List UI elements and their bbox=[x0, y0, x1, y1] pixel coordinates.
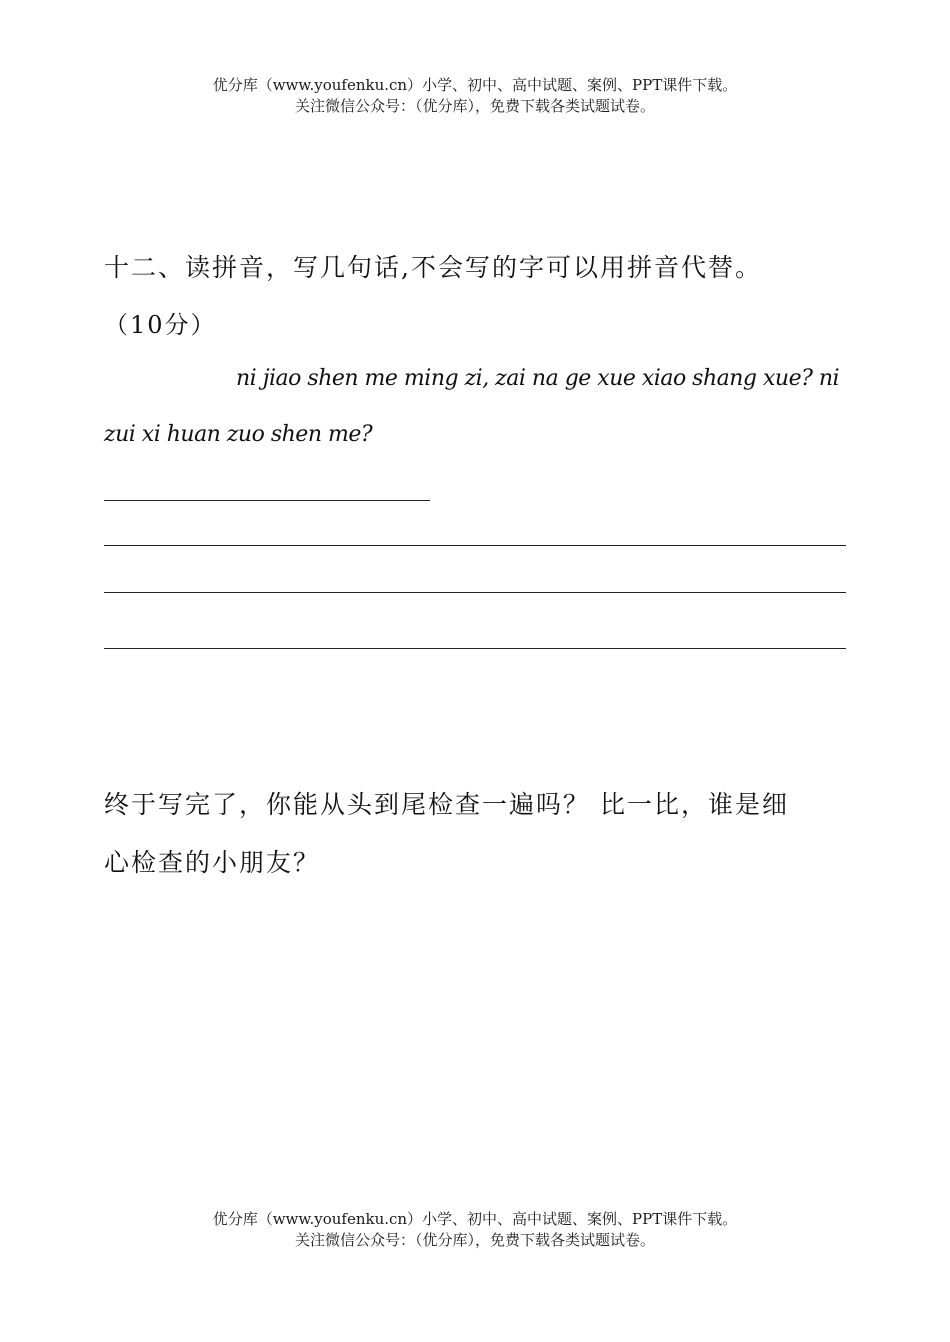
header-line-2: 关注微信公众号：（优分库），免费下载各类试题试卷。 bbox=[294, 97, 655, 115]
closing-text-line-2: 心检查的小朋友？ bbox=[104, 848, 321, 877]
pinyin-prompt-line-1: ni jiao shen me ming zi, zai na ge xue xiao shang xue? ni bbox=[236, 366, 840, 391]
question-score: （10分） bbox=[104, 311, 217, 339]
header-line-1: 优分库（www.youfenku.cn）小学、初中、高中试题、案例、PPT课件下载。 bbox=[212, 76, 738, 94]
answer-line-3[interactable] bbox=[104, 592, 846, 593]
answer-line-2[interactable] bbox=[104, 545, 846, 546]
footer-line-1: 优分库（www.youfenku.cn）小学、初中、高中试题、案例、PPT课件下载。 bbox=[212, 1210, 738, 1228]
footer-line-2: 关注微信公众号：（优分库），免费下载各类试题试卷。 bbox=[294, 1231, 655, 1249]
pinyin-prompt-line-2: zui xi huan zuo shen me? bbox=[104, 422, 373, 447]
question-title: 十二、读拼音，写几句话,不会写的字可以用拼音代替。 bbox=[104, 253, 762, 282]
answer-line-1[interactable] bbox=[104, 500, 430, 501]
page-footer bbox=[0, 1209, 950, 1251]
closing-text-line-1: 终于写完了，你能从头到尾检查一遍吗？ 比一比，谁是细 bbox=[104, 790, 789, 819]
answer-line-4[interactable] bbox=[104, 648, 846, 649]
page-header bbox=[0, 75, 950, 117]
